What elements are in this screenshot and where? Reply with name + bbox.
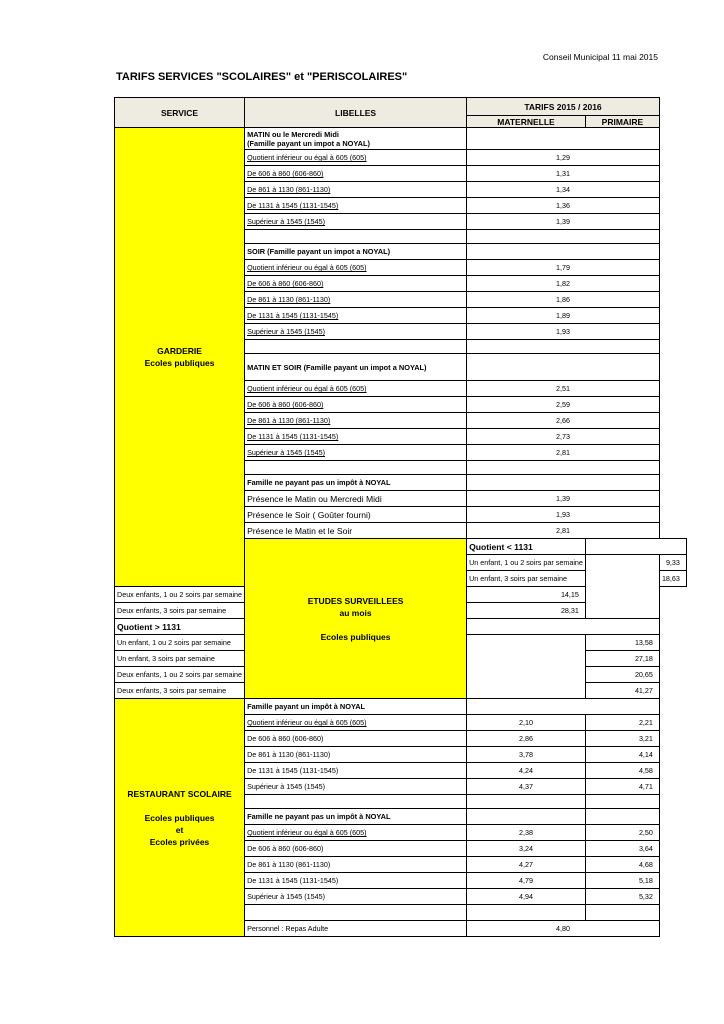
row-label: Un enfant, 3 soirs par semaine xyxy=(115,651,245,667)
empty-cell xyxy=(245,340,467,354)
row-label: Quotient inférieur ou égal à 605 (605) xyxy=(245,260,467,276)
row-label: De 606 à 860 (606-860) xyxy=(245,397,467,413)
empty-cell xyxy=(467,699,660,715)
row-label: Présence le Soir ( Goûter fourni) xyxy=(245,507,467,523)
value-primaire: 4,14 xyxy=(585,747,659,763)
value-primaire: 3,64 xyxy=(585,841,659,857)
row-label: De 861 à 1130 (861-1130) xyxy=(245,747,467,763)
row-label: Deux enfants, 1 ou 2 soirs par semaine xyxy=(115,587,245,603)
table-row xyxy=(115,98,687,116)
row-value: 1,36 xyxy=(467,198,660,214)
service-etudes xyxy=(245,539,467,699)
row-value: 27,18 xyxy=(585,651,659,667)
section-title-line: (Famille payant un impot a NOYAL) xyxy=(247,138,370,148)
value-primaire: 4,58 xyxy=(585,763,659,779)
row-label: Un enfant, 3 soirs par semaine xyxy=(467,571,586,587)
value-maternelle: 2,38 xyxy=(467,825,586,841)
section-title: SOIR (Famille payant un impot a NOYAL) xyxy=(245,244,467,260)
value-primaire: 2,50 xyxy=(585,825,659,841)
row-label: De 861 à 1130 (861-1130) xyxy=(245,857,467,873)
table-row xyxy=(115,699,687,715)
empty-cell xyxy=(245,795,467,809)
value-primaire: 4,68 xyxy=(585,857,659,873)
col-tarifs: TARIFS 2015 / 2016 xyxy=(467,98,660,116)
value-maternelle: 4,94 xyxy=(467,889,586,905)
row-label: De 861 à 1130 (861-1130) xyxy=(245,413,467,429)
section-title-line: MATIN ou le Mercredi Midi xyxy=(247,129,339,139)
table-row xyxy=(115,128,687,150)
empty-cell xyxy=(245,230,467,244)
row-label: Supérieur à 1545 (1545) xyxy=(245,445,467,461)
row-value: 9,33 xyxy=(659,555,686,571)
empty-cell xyxy=(467,354,660,381)
col-service: SERVICE xyxy=(115,98,245,128)
row-value: 2,81 xyxy=(467,523,660,539)
empty-cell xyxy=(467,795,586,809)
empty-cell xyxy=(467,619,660,635)
row-label: Quotient inférieur ou égal à 605 (605) xyxy=(245,150,467,166)
value-maternelle: 3,78 xyxy=(467,747,586,763)
service-restaurant xyxy=(115,699,245,937)
row-value: 2,81 xyxy=(467,445,660,461)
value-maternelle: 2,86 xyxy=(467,731,586,747)
row-value: 1,93 xyxy=(467,324,660,340)
row-label: Personnel : Repas Adulte xyxy=(245,921,467,937)
row-value: 14,15 xyxy=(467,587,586,603)
row-value: 28,31 xyxy=(467,603,586,619)
row-label: Deux enfants, 3 soirs par semaine xyxy=(115,603,245,619)
row-label: De 606 à 860 (606-860) xyxy=(245,841,467,857)
row-label: Deux enfants, 3 soirs par semaine xyxy=(115,683,245,699)
row-value: 2,66 xyxy=(467,413,660,429)
section-title xyxy=(245,128,467,150)
value-maternelle: 4,37 xyxy=(467,779,586,795)
row-label: De 606 à 860 (606-860) xyxy=(245,276,467,292)
row-label: De 1131 à 1545 (1131-1545) xyxy=(245,873,467,889)
row-label: Supérieur à 1545 (1545) xyxy=(245,889,467,905)
row-label: De 606 à 860 (606-860) xyxy=(245,731,467,747)
service-label: au mois xyxy=(339,607,372,618)
service-label: RESTAURANT SCOLAIRE xyxy=(127,788,232,799)
empty-cell xyxy=(467,461,660,475)
service-label: GARDERIE xyxy=(157,346,202,356)
empty-cell xyxy=(585,905,659,921)
col-libelles: LIBELLES xyxy=(245,98,467,128)
row-value: 1,29 xyxy=(467,150,660,166)
empty-cell xyxy=(467,128,660,150)
col-primaire: PRIMAIRE xyxy=(585,116,659,128)
row-value: 1,34 xyxy=(467,182,660,198)
empty-cell xyxy=(467,340,660,354)
row-value: 1,79 xyxy=(467,260,660,276)
service-label: ETUDES SURVEILLEES xyxy=(307,595,404,606)
section-title: Quotient > 1131 xyxy=(115,619,245,635)
service-label: et xyxy=(175,824,184,835)
row-value: 41,27 xyxy=(585,683,659,699)
empty-cell xyxy=(467,230,660,244)
row-label: De 861 à 1130 (861-1130) xyxy=(245,182,467,198)
row-value: 20,65 xyxy=(585,667,659,683)
service-label xyxy=(247,619,464,631)
section-title: MATIN ET SOIR (Famille payant un impot a NOYAL) xyxy=(245,354,467,381)
empty-cell xyxy=(467,809,586,825)
meeting-date: Conseil Municipal 11 mai 2015 xyxy=(542,52,658,62)
value-primaire: 3,21 xyxy=(585,731,659,747)
row-label: Supérieur à 1545 (1545) xyxy=(245,324,467,340)
section-title: Famille ne payant pas un impôt à NOYAL xyxy=(245,809,467,825)
row-value: 1,82 xyxy=(467,276,660,292)
row-value: 2,59 xyxy=(467,397,660,413)
value-maternelle: 3,24 xyxy=(467,841,586,857)
empty-cell xyxy=(585,809,659,825)
row-label: Deux enfants, 1 ou 2 soirs par semaine xyxy=(115,667,245,683)
row-value: 2,51 xyxy=(467,381,660,397)
row-label: De 1131 à 1545 (1131-1545) xyxy=(245,429,467,445)
empty-cell xyxy=(467,244,660,260)
empty-cell xyxy=(245,461,467,475)
row-value: 2,73 xyxy=(467,429,660,445)
row-label: Supérieur à 1545 (1545) xyxy=(245,214,467,230)
empty-cell xyxy=(585,539,686,555)
row-value: 13,58 xyxy=(585,635,659,651)
row-value: 1,86 xyxy=(467,292,660,308)
row-value: 1,39 xyxy=(467,214,660,230)
service-label: Ecoles publiques xyxy=(320,631,391,642)
row-label: Supérieur à 1545 (1545) xyxy=(245,779,467,795)
row-value: 1,93 xyxy=(467,507,660,523)
row-value: 1,39 xyxy=(467,491,660,507)
empty-cell xyxy=(467,475,660,491)
value-primaire: 5,32 xyxy=(585,889,659,905)
page-title: TARIFS SERVICES "SCOLAIRES" et "PERISCOLAIRES" xyxy=(116,71,408,83)
value-primaire: 2,21 xyxy=(585,715,659,731)
service-garderie xyxy=(115,128,245,587)
empty-cell xyxy=(585,795,659,809)
row-label: Quotient inférieur ou égal à 605 (605) xyxy=(245,715,467,731)
row-label: Quotient inférieur ou égal à 605 (605) xyxy=(245,381,467,397)
section-title: Famille ne payant pas un impôt à NOYAL xyxy=(245,475,467,491)
row-label: De 606 à 860 (606-860) xyxy=(245,166,467,182)
row-label: Un enfant, 1 ou 2 soirs par semaine xyxy=(115,635,245,651)
service-label: Ecoles publiques xyxy=(144,812,215,823)
row-label: De 1131 à 1545 (1131-1545) xyxy=(245,308,467,324)
value-maternelle: 4,24 xyxy=(467,763,586,779)
section-title: Famille payant un impôt à NOYAL xyxy=(245,699,467,715)
row-label: Présence le Matin et le Soir xyxy=(245,523,467,539)
row-value: 1,89 xyxy=(467,308,660,324)
service-label xyxy=(117,800,242,812)
section-title: Quotient < 1131 xyxy=(467,539,586,555)
service-label: Ecoles publiques xyxy=(144,358,215,368)
row-label: Un enfant, 1 ou 2 soirs par semaine xyxy=(467,555,586,571)
row-value: 4,80 xyxy=(467,921,660,937)
service-label: Ecoles privées xyxy=(149,836,210,847)
empty-cell xyxy=(245,905,467,921)
row-value: 1,31 xyxy=(467,166,660,182)
col-maternelle: MATERNELLE xyxy=(467,116,586,128)
value-primaire: 5,18 xyxy=(585,873,659,889)
row-label: De 1131 à 1545 (1131-1545) xyxy=(245,198,467,214)
value-maternelle: 4,79 xyxy=(467,873,586,889)
empty-cell xyxy=(467,905,586,921)
row-label: Quotient inférieur ou égal à 605 (605) xyxy=(245,825,467,841)
tarifs-table xyxy=(114,97,687,937)
empty-cell xyxy=(467,635,586,699)
row-label: De 861 à 1130 (861-1130) xyxy=(245,292,467,308)
value-primaire: 4,71 xyxy=(585,779,659,795)
value-maternelle: 2,10 xyxy=(467,715,586,731)
row-label: Présence le Matin ou Mercredi Midi xyxy=(245,491,467,507)
row-label: De 1131 à 1545 (1131-1545) xyxy=(245,763,467,779)
value-maternelle: 4,27 xyxy=(467,857,586,873)
row-value: 18,63 xyxy=(659,571,686,587)
empty-cell xyxy=(585,555,659,619)
